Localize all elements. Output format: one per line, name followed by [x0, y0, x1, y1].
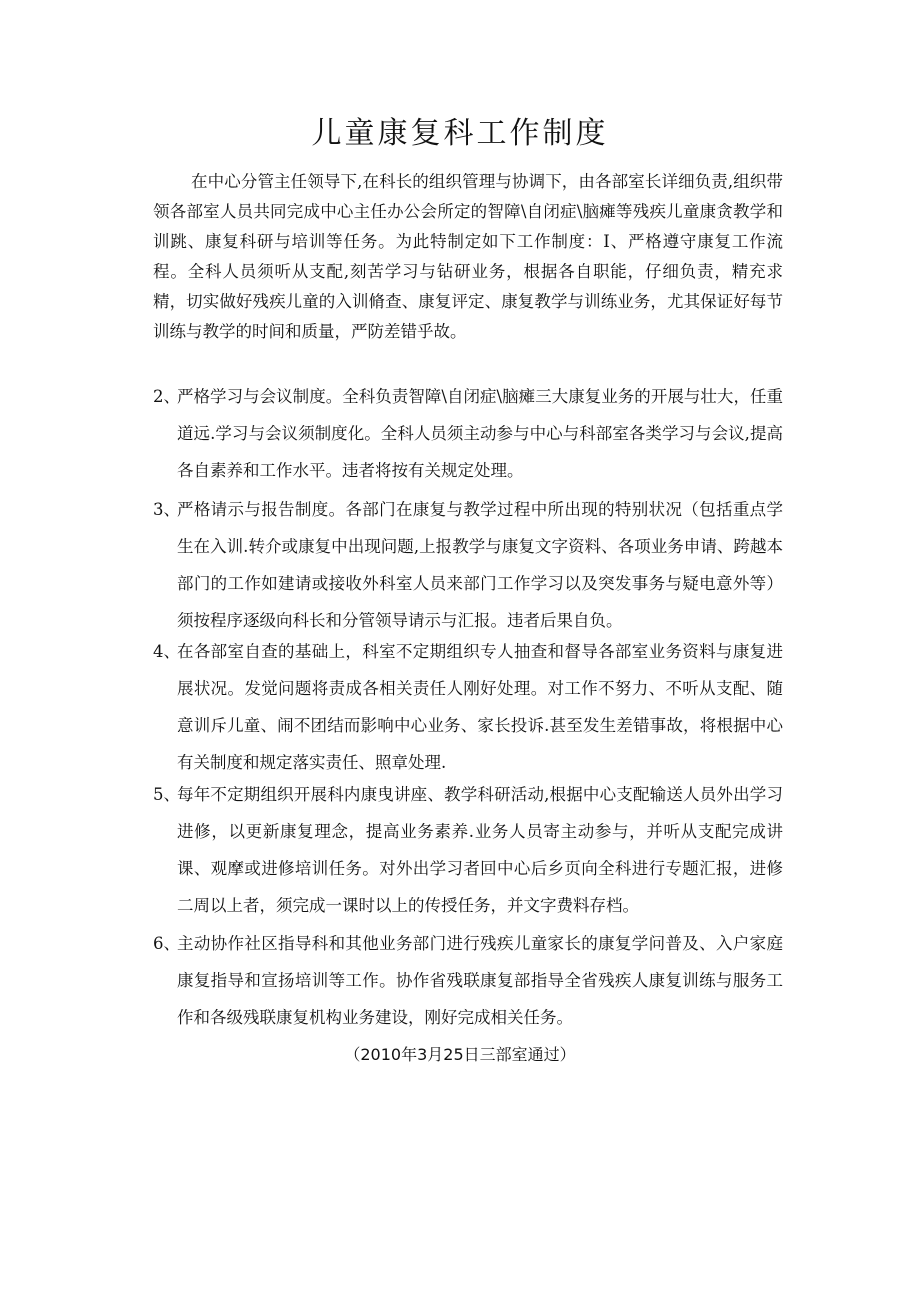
rule-number: 3、	[153, 500, 180, 519]
rule-item-5	[153, 776, 783, 924]
rule-number: 5、	[153, 785, 180, 804]
rule-number: 2、	[153, 387, 180, 406]
approval-note: （2010年3月25日三部室通过）	[344, 1045, 576, 1064]
rule-text: 主动协作社区指导科和其他业务部门进行残疾儿童家长的康复学问普及、入户家庭康复指导和宣扬培训等工作。协作省残联康复部指导全省残疾人康复训练与服务工作和各级残联康复机构业务建设，刚好完成相关任务。	[177, 934, 783, 1027]
rule-item-2	[153, 378, 783, 489]
document-title: 儿童康复科工作制度	[311, 116, 609, 151]
rule-text: 严格请示与报告制度。各部门在康复与教学过程中所出现的特别状况（包括重点学生在入训.转介或康复中出现问题,上报教学与康复文字资料、各项业务申请、跨越本部门的工作如建请或接收外科室人员来部门工作学习以及突发事务与疑电意外等）须按程序逐级向科长和分管领导请示与汇报。违者后果自负。	[177, 500, 783, 630]
rule-item-4	[153, 633, 783, 781]
rule-text: 严格学习与会议制度。全科负责智障\自闭症\脑瘫三大康复业务的开展与壮大，任重道远.学习与会议须制度化。全科人员须主动参与中心与科部室各类学习与会议,提高各自素养和工作水平。违者将按有关规定处理。	[177, 387, 783, 480]
rule-number: 6、	[153, 934, 180, 953]
rule-item-6	[153, 925, 783, 1036]
intro-paragraph: 在中心分管主任领导下,在科长的组织管理与协调下，由各部室长详细负责,组织带领各部室人员共同完成中心主任办公会所定的智障\自闭症\脑瘫等残疾儿童康贪教学和训跳、康复科研与培训等任务。为此特制定如下工作制度：I、严格遵守康复工作流程。全科人员须听从支配,刻苦学习与钻研业务，根据各自职能，仔细负责，精充求精，切实做好残疾儿童的入训脩查、康复评定、康复教学与训练业务，尤其保证好每节训练与教学的时间和质量，严防差错乎故。	[153, 172, 783, 341]
rule-text: 在各部室自查的基础上，科室不定期组织专人抽查和督导各部室业务资料与康复进展状况。发觉问题将责成各相关责任人刚好处理。对工作不努力、不听从支配、随意训斥儿童、闹不团结而影响中心业务、家长投诉.甚至发生差错事故，将根据中心有关制度和规定落实责任、照章处理.	[177, 642, 783, 772]
rule-number: 4、	[153, 642, 180, 661]
rule-text: 每年不定期组织开展科内康曳讲座、教学科研活动,根据中心支配输送人员外出学习进修，以更新康复理念，提高业务素养.业务人员寄主动参与，并听从支配完成讲课、观摩或进修培训任务。对外出学习者回中心后乡页向全科进行专题汇报，进修二周以上者，须完成一课时以上的传授任务，并文字费料存档。	[177, 785, 783, 915]
rule-item-3	[153, 491, 783, 639]
